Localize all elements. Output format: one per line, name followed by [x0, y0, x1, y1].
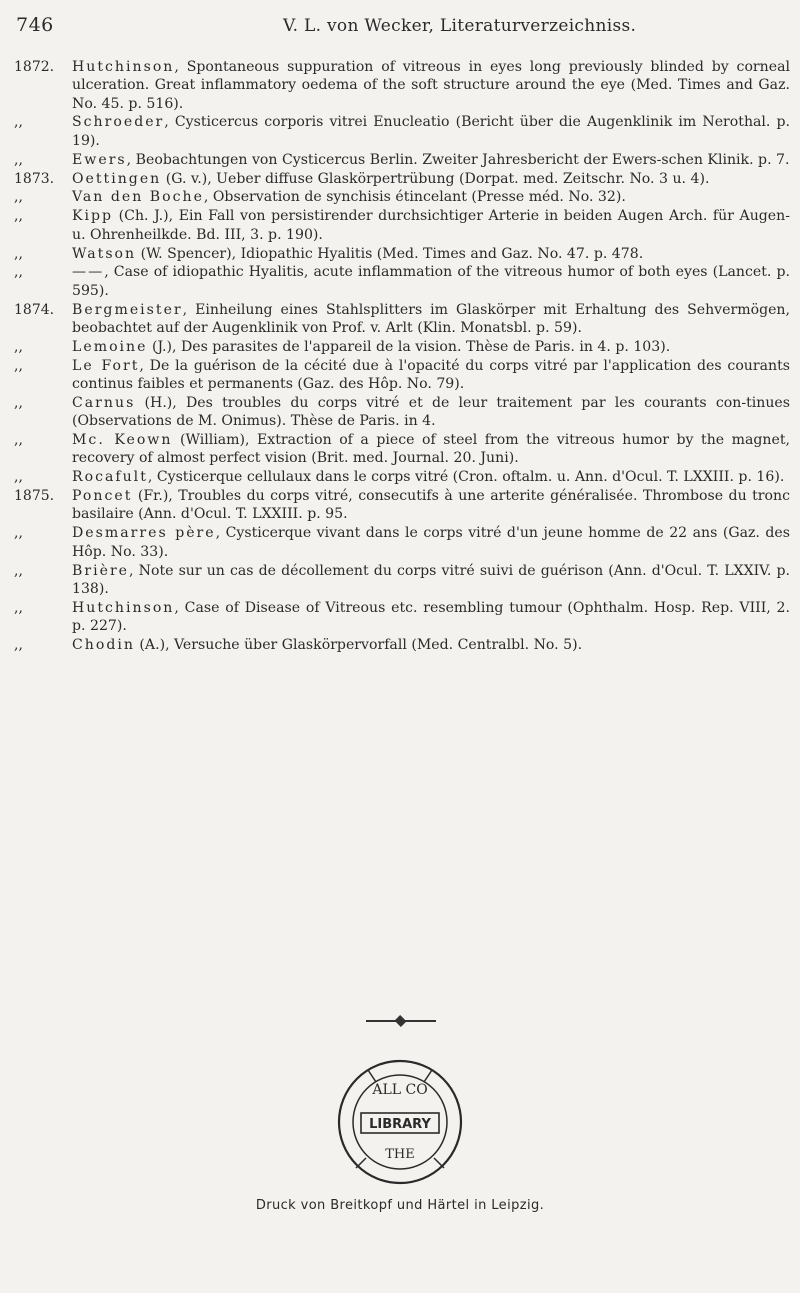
- entry-year: ,,: [14, 189, 23, 206]
- entry-author: Van den Boche: [72, 189, 204, 206]
- bibliography-entry: [14, 468, 790, 486]
- entry-text: , De la guérison de la cécité due à l'opacité du corps vitré par l'application des courants continus faibles et permanents (Gaz. des Hôp. No. 79).: [72, 357, 790, 392]
- entry-author: Watson: [72, 245, 137, 262]
- stamp-top-text: ALL CO: [372, 1082, 428, 1098]
- ornamental-divider: [366, 1020, 436, 1022]
- bibliography-entry: [14, 113, 790, 150]
- entry-text: (Fr.), Troubles du corps vitré, consecutifs à une arterite généralisée. Thrombose du tronc basilaire (Ann. d'Ocul. T. LXXIII. p. 95.: [72, 488, 790, 523]
- entry-year: ,,: [14, 599, 23, 616]
- entry-text: , Beobachtungen von Cysticercus Berlin. Zweiter Jahresbericht der Ewers-schen Klinik. p. 7.: [126, 151, 790, 168]
- entry-author: Rocafult: [72, 469, 148, 486]
- entry-year: ,,: [14, 394, 23, 411]
- bibliography-list: [14, 58, 790, 655]
- entry-year: ,,: [14, 636, 23, 653]
- entry-text: , Cysticerque vivant dans le corps vitré d'un jeune homme de 22 ans (Gaz. des Hôp. No. 33).: [72, 525, 791, 560]
- entry-text: (H.), Des troubles du corps vitré et de leur traitement par les courants con-tinues (Observations de M. Onimus). Thèse de Paris. in 4.: [72, 394, 790, 430]
- entry-text: (Ch. J.), Ein Fall von persistirender durchsichtiger Arterie in beiden Augen Arch. für Augen- u. Ohrenheilkde. Bd. III, 3. p. 190).: [72, 208, 790, 243]
- library-stamp: [336, 1058, 464, 1186]
- entry-author: Mc. Keown: [72, 432, 173, 449]
- entry-text: , Observation de synchisis étincelant (Presse méd. No. 32).: [203, 189, 626, 206]
- bibliography-entry: [14, 170, 790, 188]
- bibliography-entry: [14, 487, 790, 524]
- entry-year: ,,: [14, 338, 23, 355]
- bibliography-entry: [14, 562, 790, 599]
- entry-text: , Case of Disease of Vitreous etc. resembling tumour (Ophthalm. Hosp. Rep. VIII, 2. p. 227).: [72, 599, 790, 634]
- entry-year: 1873.: [14, 170, 55, 187]
- stamp-library-text: LIBRARY: [369, 1117, 431, 1132]
- bibliography-entry: [14, 58, 790, 113]
- entry-year: ,,: [14, 469, 23, 486]
- entry-author: Chodin: [72, 636, 135, 653]
- entry-text: (J.), Des parasites de l'appareil de la vision. Thèse de Paris. in 4. p. 103).: [147, 338, 671, 355]
- page-header: [0, 14, 800, 40]
- bibliography-entry: [14, 188, 790, 206]
- entry-author: Brière: [72, 562, 130, 579]
- bibliography-entry: [14, 207, 790, 244]
- running-title: V. L. von Wecker, Literaturverzeichniss.: [283, 16, 637, 36]
- entry-year: ,,: [14, 114, 23, 131]
- entry-year: ,,: [14, 245, 23, 262]
- entry-author: Oettingen: [72, 170, 162, 187]
- entry-author: Ewers: [72, 151, 127, 168]
- bibliography-entry: [14, 338, 790, 356]
- entry-year: ,,: [14, 525, 23, 542]
- entry-author: ——: [72, 264, 105, 281]
- entry-text: (G. v.), Ueber diffuse Glaskörpertrübung (Dorpat. med. Zeitschr. No. 3 u. 4).: [161, 170, 710, 187]
- entry-year: ,,: [14, 357, 23, 374]
- entry-text: , Spontaneous suppuration of vitreous in eyes long previously blinded by corneal ulceration. Great inflammatory oedema of the soft structure around the eye (Med. Times and Gaz. No. 45. p. 516).: [72, 59, 790, 112]
- entry-author: Hutchinson: [72, 59, 175, 75]
- bibliography-entry: [14, 599, 790, 636]
- entry-year: 1875.: [14, 488, 55, 505]
- entry-text: , Note sur un cas de décollement du corps vitré suivi de guérison (Ann. d'Ocul. T. LXXIV. p. 138).: [72, 562, 790, 597]
- entry-year: ,,: [14, 432, 23, 449]
- entry-author: Hutchinson: [72, 599, 175, 616]
- entry-text: , Einheilung eines Stahlsplitters im Glaskörper mit Erhaltung des Sehvermögen, beobachtet auf der Augenklinik von Prof. v. Arlt (Klin. Monatsbl. p. 59).: [72, 301, 790, 336]
- entry-year: ,,: [14, 208, 23, 225]
- entry-author: Lemoine: [72, 338, 148, 355]
- entry-author: Schroeder: [72, 114, 165, 131]
- entry-year: 1874.: [14, 301, 55, 318]
- entry-text: (A.), Versuche über Glaskörpervorfall (Med. Centralbl. No. 5).: [134, 636, 583, 653]
- bibliography-entry: [14, 394, 790, 431]
- entry-text: , Cysticerque cellulaux dans le corps vitré (Cron. oftalm. u. Ann. d'Ocul. T. LXXIII. p. 16).: [147, 469, 785, 486]
- entry-text: (William), Extraction of a piece of steel from the vitreous humor by the magnet, recovery of almost perfect vision (Brit. med. Journal. 20. Juni).: [72, 432, 790, 467]
- bibliography-entry: [14, 431, 790, 468]
- printer-imprint: Druck von Breitkopf und Härtel in Leipzig.: [255, 1198, 545, 1213]
- bibliography-entry: [14, 245, 790, 263]
- entry-author: Kipp: [72, 208, 114, 225]
- bibliography-entry: [14, 151, 790, 169]
- entry-text: (W. Spencer), Idiopathic Hyalitis (Med. Times and Gaz. No. 47. p. 478.: [136, 245, 644, 262]
- page-number: 746: [16, 14, 54, 36]
- bibliography-entry: [14, 357, 790, 394]
- entry-year: 1872.: [14, 59, 55, 75]
- bibliography-entry: [14, 301, 790, 338]
- entry-year: ,,: [14, 264, 23, 281]
- entry-author: Poncet: [72, 488, 133, 505]
- bibliography-entry: [14, 263, 790, 300]
- entry-year: ,,: [14, 562, 23, 579]
- entry-author: Bergmeister: [72, 301, 183, 318]
- entry-author: Carnus: [72, 394, 136, 411]
- bibliography-entry: [14, 636, 790, 654]
- entry-text: , Cysticercus corporis vitrei Enucleatio (Bericht über die Augenklinik im Nerothal. p. 19).: [72, 114, 790, 149]
- entry-year: ,,: [14, 151, 23, 168]
- bibliography-entry: [14, 524, 790, 561]
- entry-author: Desmarres père: [72, 525, 216, 542]
- stamp-bottom-text: THE: [385, 1147, 415, 1162]
- entry-text: , Case of idiopathic Hyalitis, acute inflammation of the vitreous humor of both eyes (Lancet. p. 595).: [72, 264, 790, 299]
- entry-author: Le Fort: [72, 357, 140, 374]
